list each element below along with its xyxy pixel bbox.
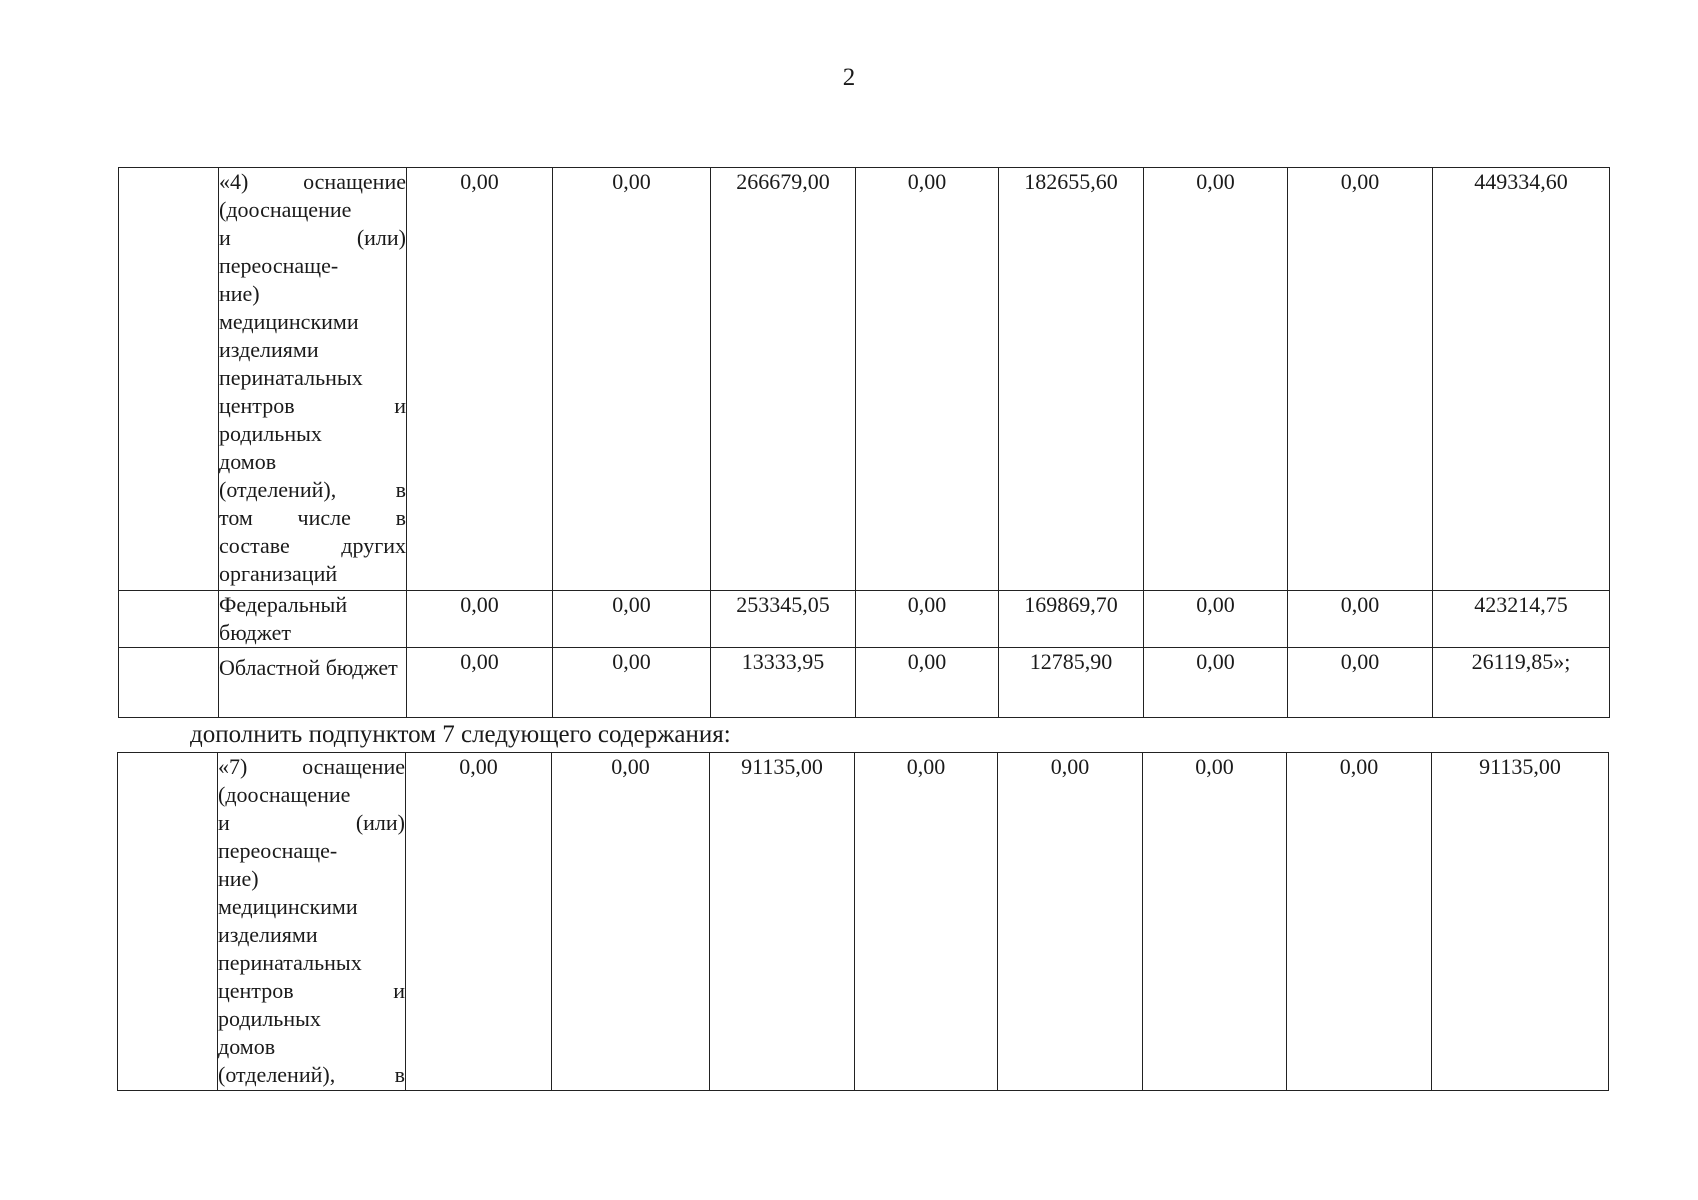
page-number: 2 [842, 64, 856, 91]
table-row [119, 591, 1610, 648]
value-cell: 0,00 [1144, 591, 1288, 648]
value-cell: 13333,95 [711, 648, 856, 718]
row-label-cell: «7) оснащение (дооснащение и (или) переоснаще- ние) медицинскими изделиями перинатальных центров и родильных домов (отделений), в [218, 753, 406, 1091]
value-cell: 0,00 [552, 753, 710, 1091]
row-label-cell: Областной бюджет [219, 648, 407, 718]
value-cell: 0,00 [855, 753, 998, 1091]
value-cell: 0,00 [553, 591, 711, 648]
value-cell: 0,00 [407, 648, 553, 718]
value-cell: 0,00 [856, 591, 999, 648]
row-label-cell: «4) оснащение (дооснащение и (или) переоснаще- ние) медицинскими изделиями перинатальных центров и родильных домов (отделений), в том числе в составе других организаций [219, 168, 407, 591]
value-cell: 0,00 [1144, 168, 1288, 591]
value-cell: 0,00 [856, 168, 999, 591]
row-number-cell [119, 591, 219, 648]
value-cell: 0,00 [1144, 648, 1288, 718]
value-cell: 0,00 [1288, 168, 1433, 591]
value-cell: 12785,90 [999, 648, 1144, 718]
clause-text: дополнить подпунктом 7 следующего содержания: [190, 721, 731, 748]
value-cell: 0,00 [856, 648, 999, 718]
row-number-cell [119, 168, 219, 591]
value-cell: 182655,60 [999, 168, 1144, 591]
value-cell: 0,00 [553, 648, 711, 718]
value-cell: 0,00 [1288, 591, 1433, 648]
row-number-cell [119, 648, 219, 718]
funding-table-amended [118, 167, 1610, 718]
row-number-cell [118, 753, 218, 1091]
funding-table-new-clause [117, 752, 1609, 1091]
value-cell: 0,00 [553, 168, 711, 591]
value-cell: 0,00 [1143, 753, 1287, 1091]
value-cell: 91135,00 [710, 753, 855, 1091]
value-cell: 0,00 [1287, 753, 1432, 1091]
value-cell: 266679,00 [711, 168, 856, 591]
row-label-cell: Федеральный бюджет [219, 591, 407, 648]
value-cell: 0,00 [1288, 648, 1433, 718]
value-cell: 253345,05 [711, 591, 856, 648]
table-row [119, 648, 1610, 718]
value-cell: 26119,85»; [1433, 648, 1610, 718]
value-cell: 0,00 [407, 168, 553, 591]
value-cell: 449334,60 [1433, 168, 1610, 591]
value-cell: 0,00 [998, 753, 1143, 1091]
value-cell: 169869,70 [999, 591, 1144, 648]
value-cell: 0,00 [407, 591, 553, 648]
value-cell: 0,00 [406, 753, 552, 1091]
value-cell: 91135,00 [1432, 753, 1609, 1091]
table-row [119, 168, 1610, 591]
table-row [118, 753, 1609, 1091]
value-cell: 423214,75 [1433, 591, 1610, 648]
